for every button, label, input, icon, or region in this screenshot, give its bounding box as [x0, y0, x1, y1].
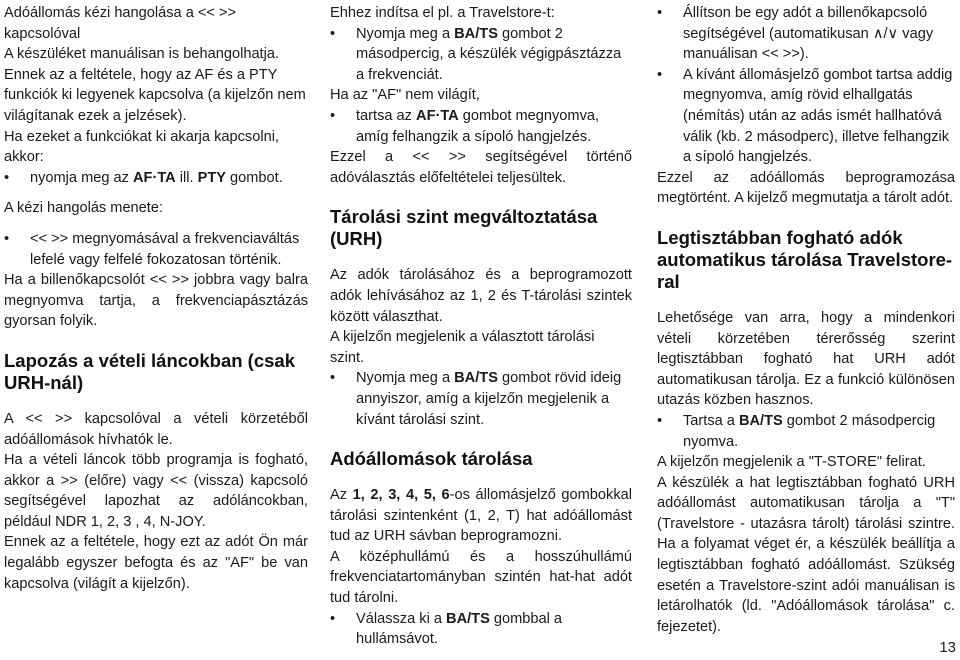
- paragraph: Ha a billenőkapcsolót << >> jobbra vagy balra megnyomva tartja, a frekvenciapásztázás gyorsan folyik.: [4, 272, 308, 330]
- column-3: [657, 3, 955, 637]
- list-item: • nyomja meg az AF·TA ill. PTY gombot.: [4, 168, 308, 189]
- list-item: • Nyomja meg a BA/TS gombot rövid ideig annyiszor, amíg a kijelzőn megjelenik a kívánt tárolási szint.: [330, 368, 632, 430]
- list-item: • << >> megnyomásával a frekvenciaváltás lefelé vagy felfelé fokozatosan történik.: [4, 229, 308, 270]
- paragraph: Ha az "AF" nem világít,: [330, 87, 480, 104]
- bullet-list: [330, 368, 632, 430]
- bullet-list: [4, 229, 308, 270]
- paragraph: A készülék a hat legtisztábban fogható URH adóállomást automatikusan tárolja a "T" (Travelstore - utazásra tárolt) tárolási szintre. Ha a folyamat véget ér, a készülék beállítja a legtisztábban fogható adóállomást. Szükség esetén a Travelstore-szint adói manuálisan is letárolhatók (ld. "Adóállomások tárolása" c. fejezetet).: [657, 474, 955, 635]
- bullet-list: [657, 411, 955, 452]
- paragraph: Ennek az a feltétele, hogy az AF és a PTY funkciók ki legyenek kapcsolva (a kijelzőn nem világítanak ezek a jelzések).: [4, 66, 306, 124]
- list-item: • A kívánt állomásjelző gombot tartsa addig megnyomva, amíg rövid elhallgatás (némítás) után az adás ismét hallhatóvá válik (kb. 2 másodperc), illetve felhangzik a sípoló hangjelzés.: [657, 65, 955, 168]
- paragraph: Az 1, 2, 3, 4, 5, 6-os állomásjelző gombokkal tárolási szintenként (1, 2, T) hat adóállomást tud az URH sávban beprogramozni.: [330, 487, 632, 545]
- section-heading-storage-level: Tárolási szint megváltoztatása (URH): [330, 206, 598, 250]
- column-1: [4, 3, 308, 594]
- paragraph: A kijelzőn megjelenik a választott tárolási szint.: [330, 329, 595, 366]
- list-item: • Nyomja meg a BA/TS gombot 2 másodpercig, a készülék végigpásztázza a frekvenciát.: [330, 24, 632, 86]
- paragraph: Ha ezeket a funkciókat ki akarja kapcsolni, akkor:: [4, 128, 279, 166]
- bullet-list: [657, 3, 955, 168]
- page-number: 13: [939, 639, 956, 656]
- list-item: • tartsa az AF·TA gombot megnyomva, amíg felhangzik a sípoló hangjelzés.: [330, 106, 632, 147]
- section-heading-storing-stations: Adóállomások tárolása: [330, 448, 533, 470]
- paragraph: A kézi hangolás menete:: [4, 200, 164, 217]
- bullet-list: [330, 24, 632, 86]
- paragraph: A kijelzőn megjelenik a "T-STORE" felirat.: [657, 454, 926, 471]
- paragraph: Ha a vételi láncok több programja is fogható, akkor a >> (előre) vagy << (vissza) kapcsoló segítségével lapozhat az adóláncokban, például NDR 1, 2, 3 , 4, N-JOY.: [4, 452, 308, 530]
- list-item: • Tartsa a BA/TS gombot 2 másodpercig nyomva.: [657, 411, 955, 452]
- section-heading-travelstore: Legtisztábban fogható adók automatikus tárolása Travelstore-ral: [657, 226, 953, 292]
- paragraph: A középhullámú és a hosszúhullámú frekvenciatartományban szintén hat-hat adót tud tárolni.: [330, 548, 632, 607]
- list-item: • Válassza ki a BA/TS gombbal a hullámsávot.: [330, 609, 632, 650]
- bullet-list: [330, 106, 632, 147]
- paragraph: A << >> kapcsolóval a vételi körzetéből adóállomások hívhatók le.: [4, 410, 308, 448]
- paragraph: Ezzel a << >> segítségével történő adóválasztás előfeltételei teljesültek.: [330, 149, 632, 186]
- paragraph: A készüléket manuálisan is behangolhatja.: [4, 46, 280, 63]
- paragraph: Ennek az a feltétele, hogy ezt az adót Ön már legalább egyszer befogta és az "AF" be van kapcsolva (világít a kijelzőn).: [4, 534, 308, 592]
- paragraph: Ezzel az adóállomás beprogramozása megtörtént. A kijelző megmutatja a tárolt adót.: [657, 169, 955, 207]
- bullet-list: [4, 168, 308, 189]
- paragraph: Lehetősége van arra, hogy a mindenkori vételi körzetében térerősség szerint legtisztábban fogható hat URH adót automatikusan tárolja. Ez a funkció különösen utazás közben hasznos.: [657, 309, 955, 409]
- bullet-list: [330, 609, 632, 650]
- subheading-manual-tuning: Adóállomás kézi hangolása a << >> kapcsolóval: [4, 5, 237, 42]
- paragraph: Ehhez indítsa el pl. a Travelstore-t:: [330, 5, 555, 21]
- section-heading-scrolling: Lapozás a vételi láncokban (csak URH-nál): [4, 349, 295, 393]
- list-item: • Állítson be egy adót a billenőkapcsoló segítségével (automatikusan ∧/∨ vagy manuálisan << >>).: [657, 3, 955, 65]
- paragraph: Az adók tárolásához és a beprogramozott adók lehívásához az 1, 2 és T-tárolási szintek között választhat.: [330, 267, 632, 325]
- column-2: [330, 3, 632, 650]
